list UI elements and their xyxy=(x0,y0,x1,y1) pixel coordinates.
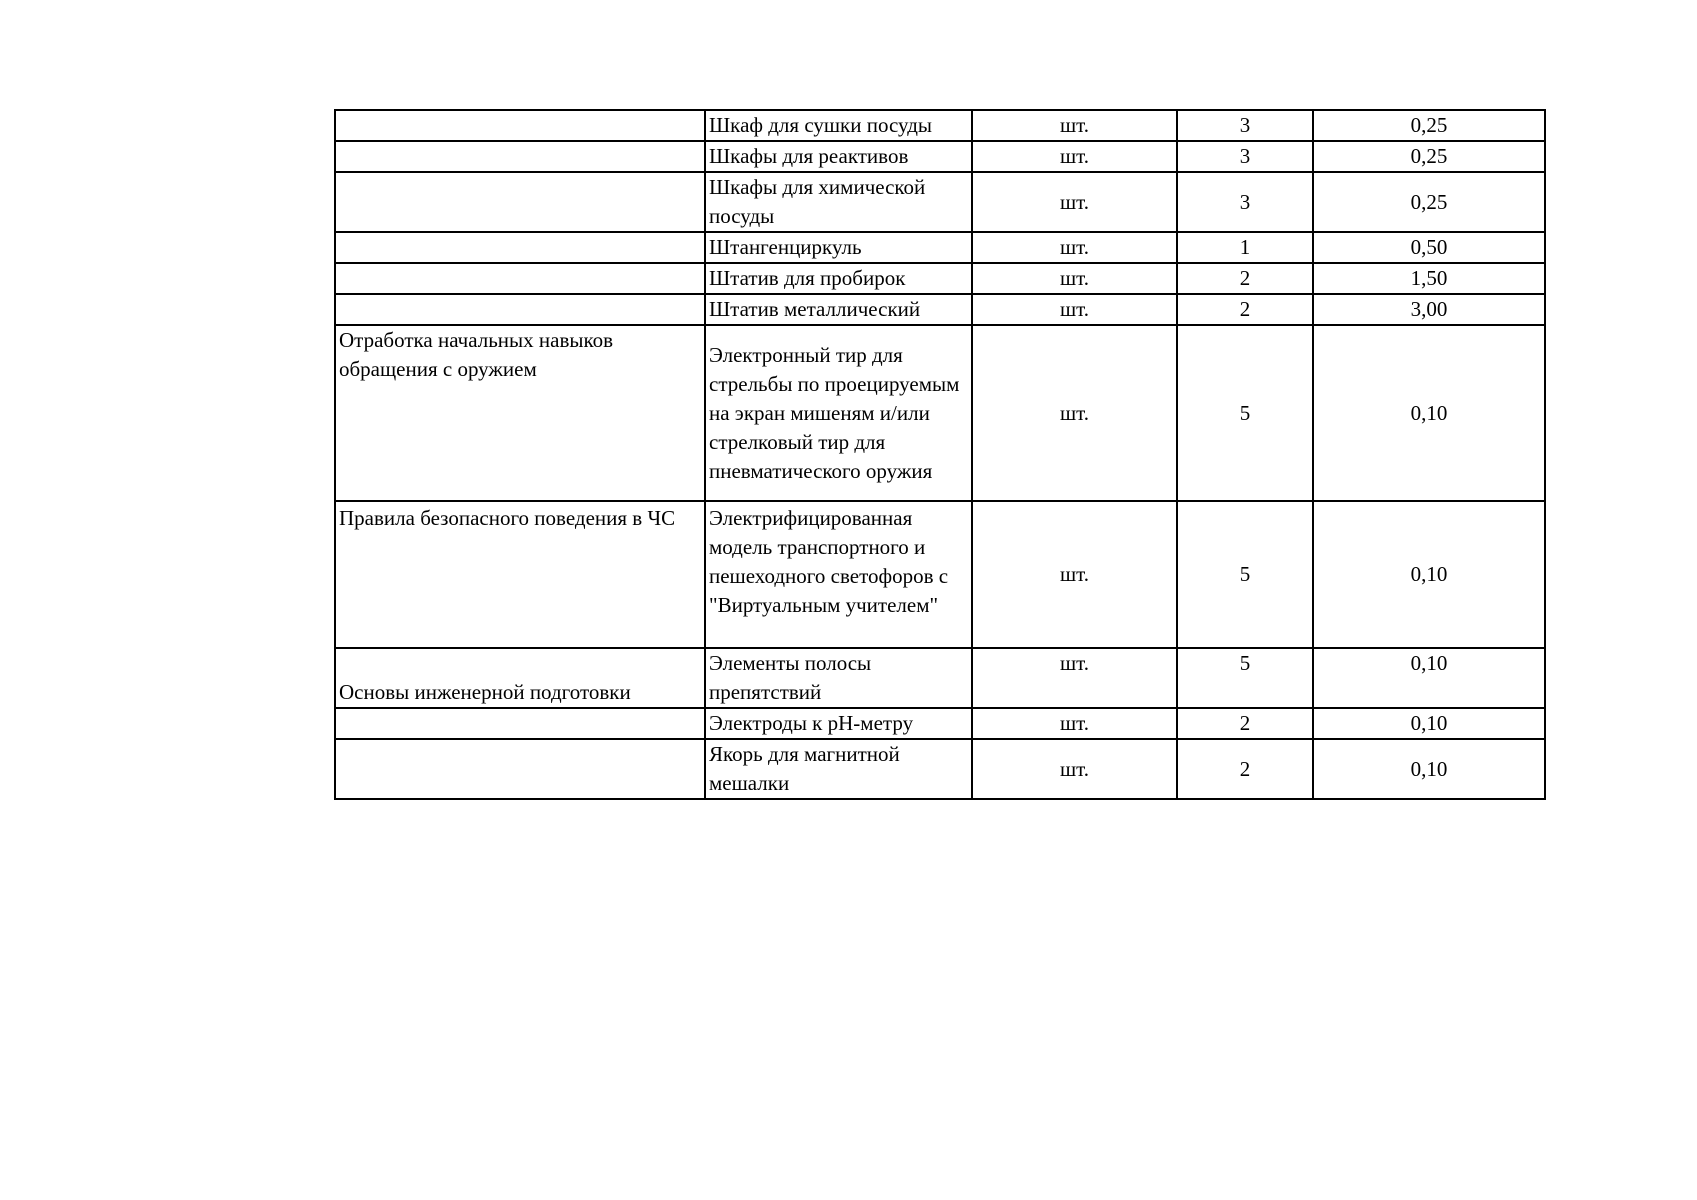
unit-cell: шт. xyxy=(972,325,1177,501)
norm-cell: 0,50 xyxy=(1313,232,1545,263)
quantity-cell: 3 xyxy=(1177,110,1313,141)
quantity-cell: 2 xyxy=(1177,263,1313,294)
table-row xyxy=(335,172,1545,232)
unit-cell: шт. xyxy=(972,739,1177,799)
norm-cell: 1,50 xyxy=(1313,263,1545,294)
unit-cell: шт. xyxy=(972,708,1177,739)
quantity-cell: 2 xyxy=(1177,294,1313,325)
unit-cell: шт. xyxy=(972,172,1177,232)
table-row xyxy=(335,294,1545,325)
section-cell: Правила безопасного поведения в ЧС xyxy=(335,501,705,648)
quantity-cell: 2 xyxy=(1177,708,1313,739)
unit-cell: шт. xyxy=(972,501,1177,648)
unit-cell: шт. xyxy=(972,648,1177,708)
norm-cell: 0,25 xyxy=(1313,172,1545,232)
section-cell xyxy=(335,172,705,232)
item-cell: Шкафы для химической посуды xyxy=(705,172,972,232)
unit-cell: шт. xyxy=(972,110,1177,141)
item-cell: Шкафы для реактивов xyxy=(705,141,972,172)
section-cell xyxy=(335,263,705,294)
item-cell: Элементы полосы препятствий xyxy=(705,648,972,708)
item-cell: Электрифицированная модель транспортного и пешеходного светофоров с "Виртуальным учителем" xyxy=(705,501,972,648)
item-cell: Штатив для пробирок xyxy=(705,263,972,294)
section-cell xyxy=(335,232,705,263)
item-cell: Электроды к pH-метру xyxy=(705,708,972,739)
norm-cell: 0,10 xyxy=(1313,648,1545,708)
table-row xyxy=(335,648,1545,708)
norm-cell: 0,25 xyxy=(1313,110,1545,141)
table-row xyxy=(335,325,1545,501)
table-row xyxy=(335,110,1545,141)
item-cell: Штангенциркуль xyxy=(705,232,972,263)
unit-cell: шт. xyxy=(972,263,1177,294)
norm-cell: 3,00 xyxy=(1313,294,1545,325)
norm-cell: 0,10 xyxy=(1313,325,1545,501)
quantity-cell: 5 xyxy=(1177,501,1313,648)
table-row xyxy=(335,739,1545,799)
quantity-cell: 5 xyxy=(1177,648,1313,708)
quantity-cell: 5 xyxy=(1177,325,1313,501)
section-cell xyxy=(335,708,705,739)
table-row xyxy=(335,501,1545,648)
section-cell xyxy=(335,110,705,141)
equipment-table xyxy=(334,109,1546,800)
table-row xyxy=(335,232,1545,263)
quantity-cell: 3 xyxy=(1177,172,1313,232)
section-cell xyxy=(335,294,705,325)
item-cell: Штатив металлический xyxy=(705,294,972,325)
norm-cell: 0,10 xyxy=(1313,739,1545,799)
quantity-cell: 3 xyxy=(1177,141,1313,172)
item-cell: Якорь для магнитной мешалки xyxy=(705,739,972,799)
item-cell: Электронный тир для стрельбы по проецируемым на экран мишеням и/или стрелковый тир для пневматического оружия xyxy=(705,325,972,501)
unit-cell: шт. xyxy=(972,294,1177,325)
section-cell xyxy=(335,739,705,799)
section-cell: Основы инженерной подготовки xyxy=(335,648,705,708)
table-row xyxy=(335,263,1545,294)
section-cell: Отработка начальных навыков обращения с оружием xyxy=(335,325,705,501)
section-cell xyxy=(335,141,705,172)
table-row xyxy=(335,141,1545,172)
item-cell: Шкаф для сушки посуды xyxy=(705,110,972,141)
norm-cell: 0,10 xyxy=(1313,708,1545,739)
quantity-cell: 2 xyxy=(1177,739,1313,799)
norm-cell: 0,25 xyxy=(1313,141,1545,172)
norm-cell: 0,10 xyxy=(1313,501,1545,648)
unit-cell: шт. xyxy=(972,141,1177,172)
quantity-cell: 1 xyxy=(1177,232,1313,263)
unit-cell: шт. xyxy=(972,232,1177,263)
table-row xyxy=(335,708,1545,739)
